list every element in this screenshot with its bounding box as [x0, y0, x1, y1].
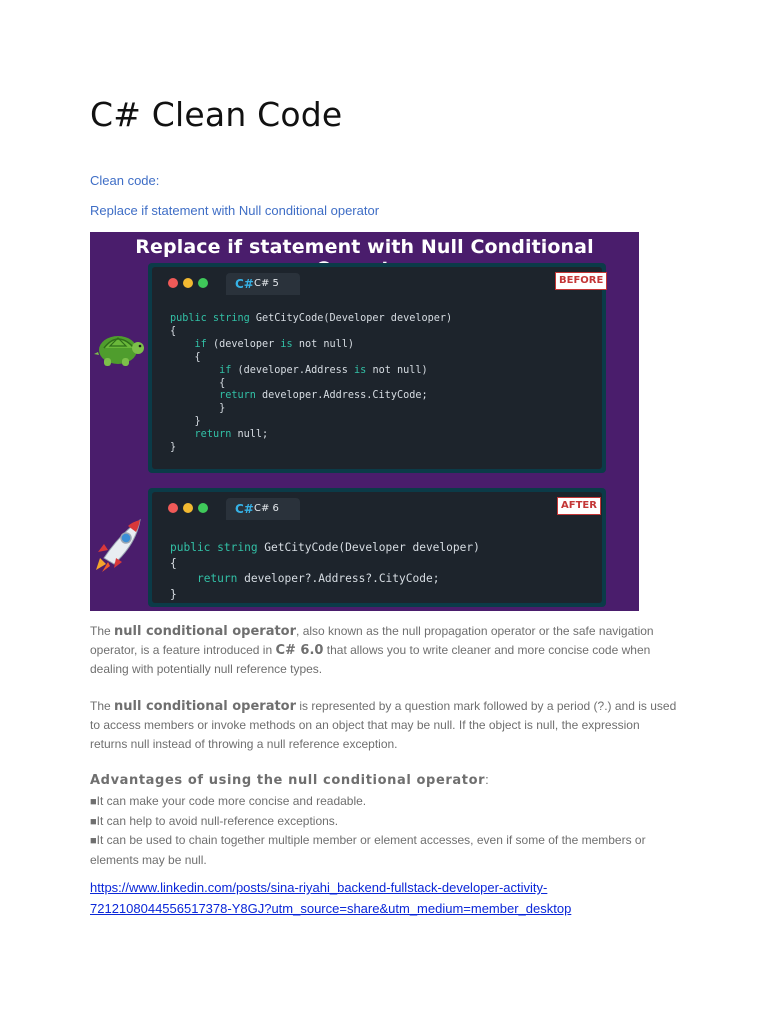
- text-run: The: [90, 699, 115, 713]
- before-code-block: [170, 313, 452, 455]
- code-keyword: if: [219, 364, 238, 376]
- list-item-text: It can make your code more concise and readable.: [96, 794, 367, 808]
- code-keyword: is: [280, 338, 299, 350]
- csharp-logo-icon: C#: [235, 502, 254, 516]
- before-code-window: [148, 263, 606, 473]
- code-text: (developer: [212, 338, 281, 350]
- code-comparison-image: [90, 232, 639, 611]
- advantages-heading: [90, 772, 489, 788]
- subheading-replace-if: Replace if statement with Null conditional operator: [90, 203, 380, 218]
- text-run: , also known as the null propagation operator or the safe navigation operator, is a feature introduced in: [90, 624, 654, 657]
- list-item: [90, 831, 680, 869]
- close-dot-icon: [168, 278, 178, 288]
- code-text: GetCityCode(Developer developer): [255, 313, 453, 324]
- code-text: (developer.Address: [237, 364, 355, 376]
- code-keyword: is: [354, 364, 373, 376]
- tab-label: C# 5: [254, 278, 279, 289]
- list-item: [90, 812, 680, 832]
- subheading-clean-code: Clean code:: [90, 173, 160, 188]
- code-text: }: [170, 403, 226, 415]
- code-text: null;: [237, 429, 269, 441]
- minimize-dot-icon: [183, 503, 193, 513]
- syntax-paragraph: [90, 697, 680, 754]
- tab-csharp-6: [226, 498, 300, 520]
- code-text: {: [170, 377, 226, 389]
- bullet-icon: ■: [90, 835, 97, 848]
- code-text: }: [170, 442, 177, 454]
- after-badge: AFTER: [557, 497, 601, 515]
- code-text: developer?.Address?.CityCode;: [244, 572, 440, 585]
- code-keyword: public string: [170, 313, 256, 324]
- bold-term: null conditional operator: [114, 624, 297, 639]
- list-item: [90, 792, 680, 812]
- window-controls: [168, 278, 208, 288]
- text-run: The: [90, 624, 115, 638]
- tab-csharp-5: [226, 273, 300, 295]
- rocket-icon: [90, 514, 146, 579]
- turtle-icon: [92, 324, 148, 379]
- code-keyword: if: [194, 338, 213, 350]
- text-run: that allows you to write cleaner and more concise code when dealing with potentially null reference types.: [90, 643, 651, 676]
- list-item-text: It can help to avoid null-reference exceptions.: [96, 813, 339, 828]
- window-controls: [168, 503, 208, 513]
- bold-term: null conditional operator: [114, 699, 297, 714]
- after-code-block: [170, 540, 480, 602]
- code-text: developer.Address.CityCode;: [262, 390, 428, 402]
- code-text: }: [170, 416, 201, 428]
- code-keyword: return: [196, 572, 245, 585]
- minimize-dot-icon: [183, 278, 193, 288]
- maximize-dot-icon: [198, 503, 208, 513]
- code-text: not null): [298, 338, 355, 350]
- code-text: {: [170, 351, 201, 363]
- advantages-list: [90, 792, 680, 869]
- code-text: GetCityCode(Developer developer): [264, 541, 480, 554]
- code-keyword: return: [219, 390, 263, 402]
- linkedin-post-link[interactable]: https://www.linkedin.com/posts/sina-riyahi_backend-fullstack-developer-activity-7212108044556517378-Y8GJ?utm_source=share&utm_medium=member_desktop: [90, 880, 572, 916]
- code-text: }: [170, 587, 177, 601]
- before-badge: BEFORE: [555, 272, 607, 290]
- bullet-icon: ■: [90, 796, 97, 808]
- after-code-window: [148, 488, 606, 607]
- close-dot-icon: [168, 503, 178, 513]
- code-text: {: [170, 556, 177, 570]
- bullet-icon: ■: [90, 815, 97, 828]
- tab-label: C# 6: [254, 503, 279, 514]
- bold-version: C# 6.0: [275, 643, 324, 658]
- heading-text: Advantages of using the null conditional operator: [90, 773, 486, 788]
- intro-paragraph: [90, 622, 680, 679]
- code-text: {: [170, 325, 177, 337]
- after-code-panel: [152, 492, 602, 603]
- csharp-logo-icon: C#: [235, 277, 254, 291]
- heading-suffix: :: [485, 772, 489, 787]
- maximize-dot-icon: [198, 278, 208, 288]
- text-run: is represented by a question mark followed by a period (?.) and is used to access members or invoke methods on an object that may be null. If the object is null, the expression returns null instead of throwing a null reference exception.: [90, 699, 677, 751]
- code-keyword: public string: [170, 541, 265, 554]
- code-text: not null): [372, 364, 428, 376]
- before-code-panel: [152, 267, 602, 469]
- list-item-text: It can be used to chain together multiple member or element accesses, even if some of the members or elements may be null.: [90, 833, 646, 867]
- image-title: Replace if statement with Null Conditional: [135, 236, 594, 258]
- page-title: C# Clean Code: [90, 95, 343, 134]
- code-keyword: return: [194, 429, 238, 441]
